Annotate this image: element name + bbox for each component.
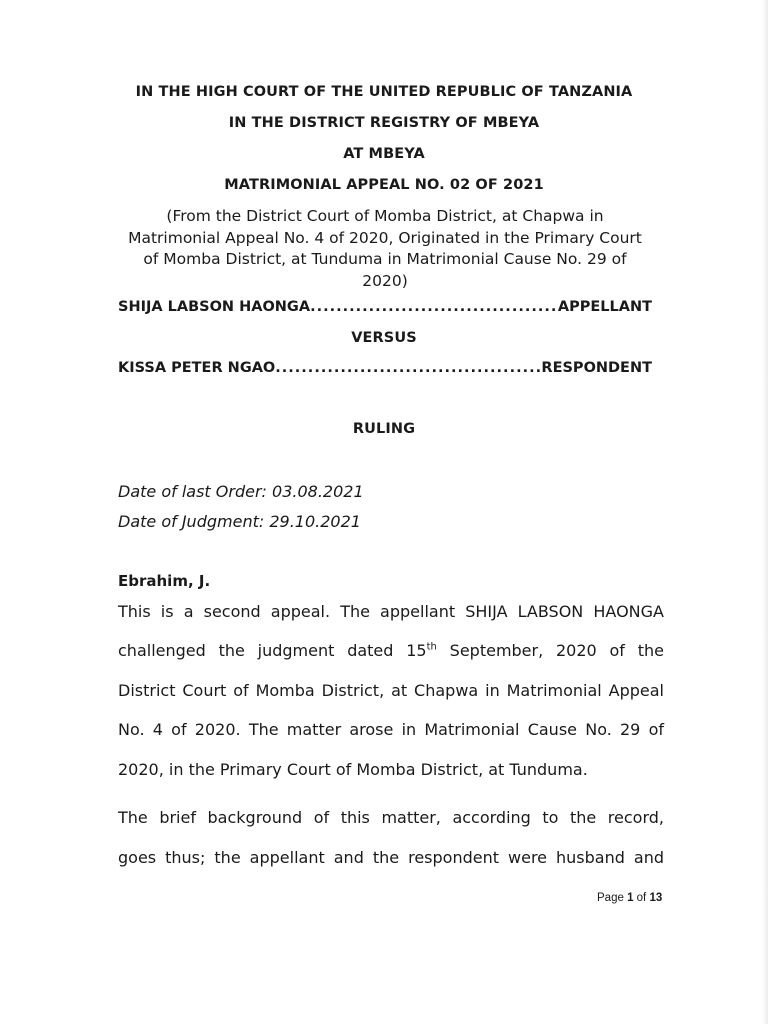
ruling-heading: RULING [352,421,416,437]
court-line-1: IN THE HIGH COURT OF THE UNITED REPUBLIC OF TANZANIA [135,84,633,100]
ordinal-suffix: th [426,641,437,653]
judge-name: Ebrahim, J. [118,572,211,590]
appellant-role: APPELLANT [557,299,652,315]
appellant-name: SHIJA LABSON HAONGA [118,299,311,315]
page-prefix: Page [597,892,628,904]
date-judgment: Date of Judgment: 29.10.2021 [118,512,361,531]
origin-note [110,206,660,292]
respondent-role: RESPONDENT [541,360,652,376]
date-last-order: Date of last Order: 03.08.2021 [118,482,364,501]
origin-line-2: Matrimonial Appeal No. 4 of 2020, Originated in the Primary Court [128,228,642,247]
court-line-2: IN THE DISTRICT REGISTRY OF MBEYA [228,115,540,131]
total-pages: 13 [649,892,663,904]
paragraph-1-line-3: District Court of Momba District, at Chapwa in Matrimonial Appeal [118,681,664,700]
appellant-row [118,299,652,315]
paragraph-2-line-2: goes thus; the appellant and the respondent were husband and [118,848,664,867]
line-text: challenged the judgment dated 15 [118,641,427,660]
origin-line-3: of Momba District, at Tunduma in Matrimonial Cause No. 29 of [143,250,627,268]
respondent-name: KISSA PETER NGAO [118,360,276,376]
paragraph-1-line-1: This is a second appeal. The appellant SHIJA LABSON HAONGA [118,602,664,621]
page-number [597,892,662,904]
paragraph-1-line-5: 2020, in the Primary Court of Momba District, at Tunduma. [118,760,588,779]
origin-line-1: (From the District Court of Momba District, at Chapwa in [166,207,604,225]
versus-label: VERSUS [351,330,417,346]
paragraph-2-line-1: The brief background of this matter, according to the record, [118,808,664,827]
origin-line-4: 2020) [362,271,408,290]
leader-dots [310,299,558,315]
line-text: September, 2020 of the [436,641,664,660]
case-title: MATRIMONIAL APPEAL NO. 02 OF 2021 [224,177,544,193]
court-line-3: AT MBEYA [343,146,425,162]
paragraph-1-line-4: No. 4 of 2020. The matter arose in Matrimonial Cause No. 29 of [118,720,664,739]
leader-dots [275,360,541,376]
current-page: 1 [627,892,634,904]
paragraph-1-line-2 [118,641,664,660]
page-of: of [633,892,650,904]
respondent-row [118,360,652,376]
